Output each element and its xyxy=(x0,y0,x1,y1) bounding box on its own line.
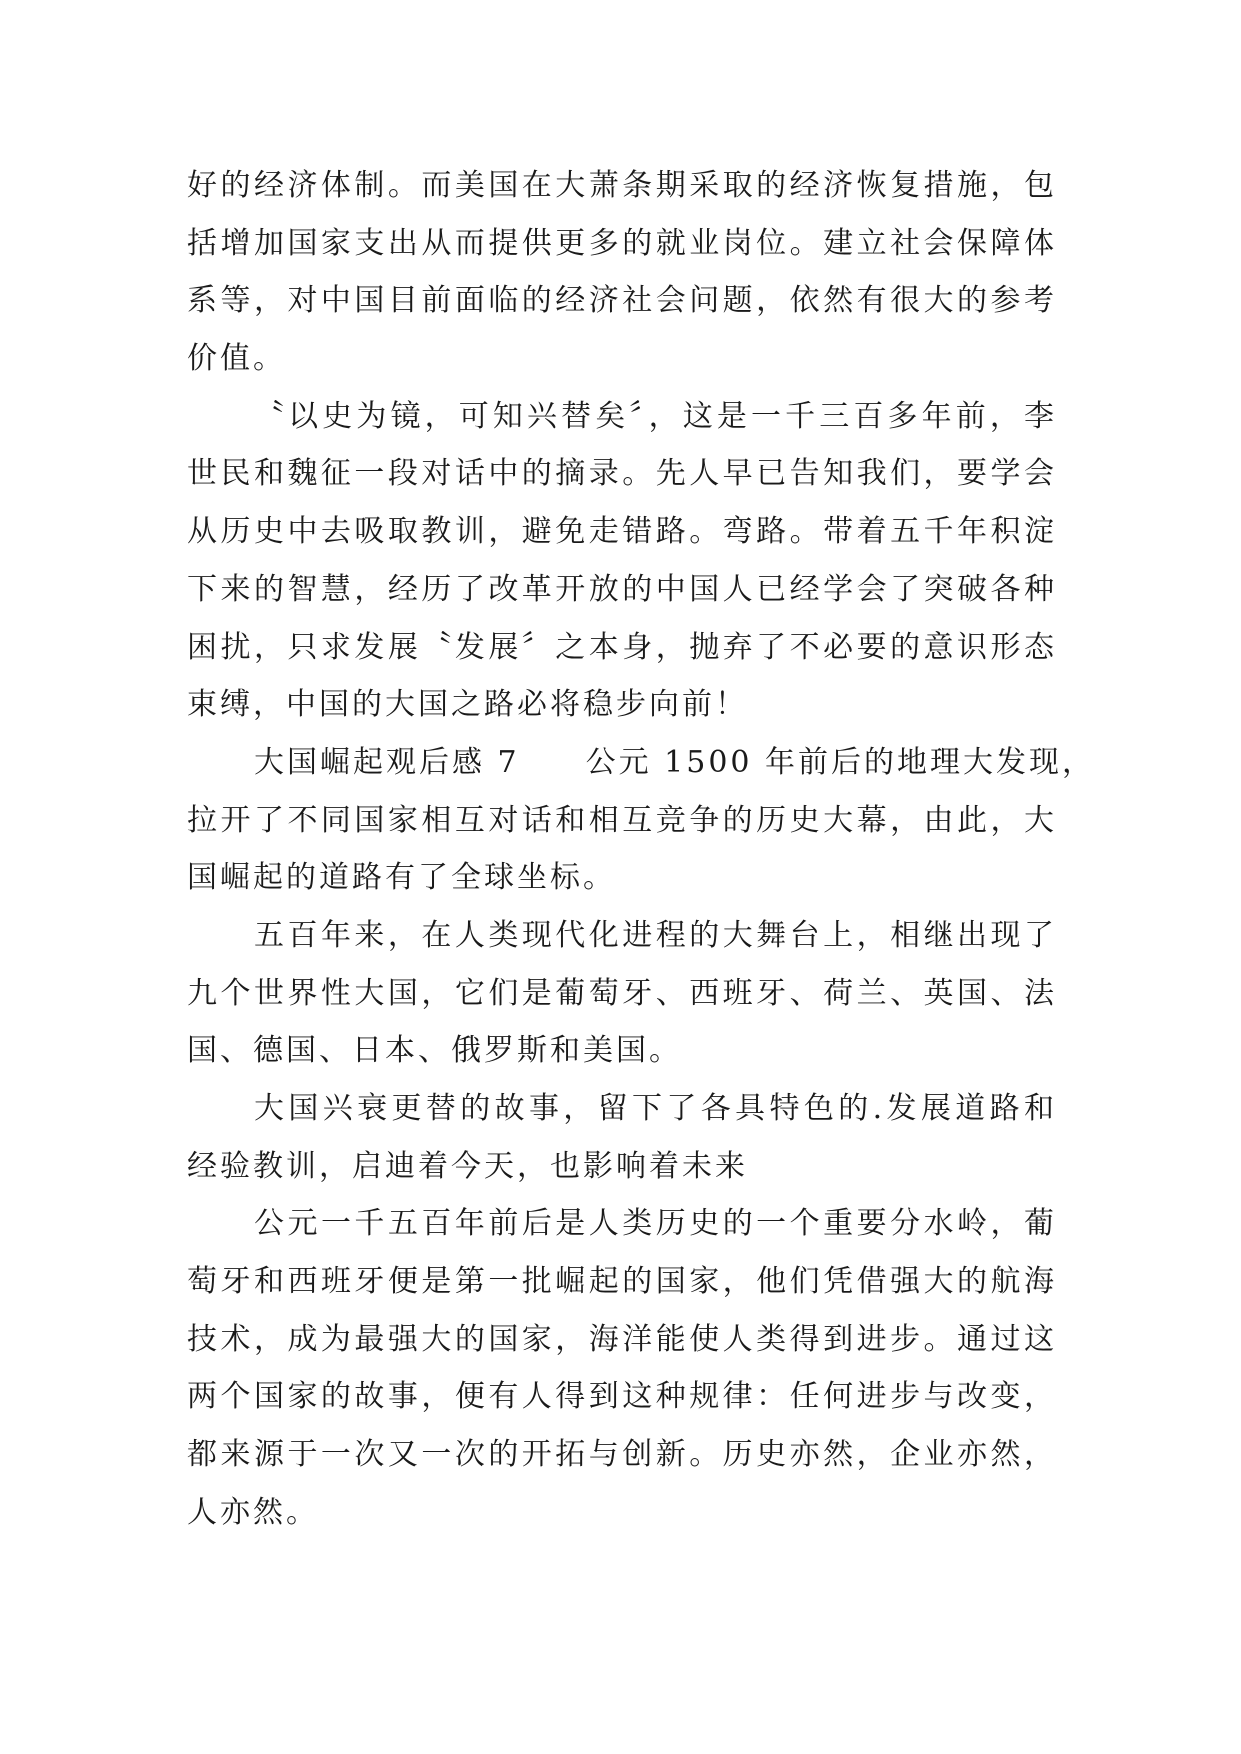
text-line: 大国兴衰更替的故事，留下了各具特色的.发展道路和 xyxy=(254,1091,1057,1126)
text-line: 国、德国、日本、俄罗斯和美国。 xyxy=(187,1033,682,1069)
paragraph-1 xyxy=(187,157,1057,388)
text-line: 两个国家的故事，便有人得到这种规律：任何进步与改变， xyxy=(187,1379,1057,1415)
paragraph-5 xyxy=(187,1080,1057,1195)
text-line: 公元一千五百年前后是人类历史的一个重要分水岭，葡 xyxy=(254,1206,1057,1242)
text-line: 九个世界性大国，它们是葡萄牙、西班牙、荷兰、英国、法 xyxy=(187,975,1057,1011)
paragraph-4 xyxy=(187,907,1057,1080)
text-line: 束缚，中国的大国之路必将稳步向前！ xyxy=(187,687,748,723)
text-line: 大国崛起观后感 7 公元 1500 年前后的地理大发现， xyxy=(254,744,1096,780)
text-line: 系等，对中国目前面临的经济社会问题，依然有很大的参考 xyxy=(187,283,1057,319)
text-line: 五百年来，在人类现代化进程的大舞台上，相继出现了 xyxy=(254,917,1057,953)
document-body xyxy=(187,157,1096,1542)
paragraph-3 xyxy=(187,734,1096,907)
paragraph-2 xyxy=(187,388,1057,734)
text-line: 经验教训，启迪着今天，也影响着未来 xyxy=(187,1148,748,1184)
text-line: 〝以史为镜，可知兴替矣〞，这是一千三百多年前，李 xyxy=(254,398,1057,434)
text-line: 世民和魏征一段对话中的摘录。先人早已告知我们，要学会 xyxy=(187,456,1057,492)
paragraph-6 xyxy=(187,1195,1057,1541)
text-line: 困扰，只求发展〝发展〞之本身，抛弃了不必要的意识形态 xyxy=(187,629,1057,665)
text-line: 人亦然。 xyxy=(187,1494,319,1530)
text-line: 拉开了不同国家相互对话和相互竞争的历史大幕，由此，大 xyxy=(187,802,1057,838)
text-line: 技术，成为最强大的国家，海洋能使人类得到进步。通过这 xyxy=(187,1321,1057,1357)
text-line: 都来源于一次又一次的开拓与创新。历史亦然，企业亦然， xyxy=(187,1437,1057,1473)
text-line: 好的经济体制。而美国在大萧条期采取的经济恢复措施，包 xyxy=(187,168,1057,203)
text-line: 下来的智慧，经历了改革开放的中国人已经学会了突破各种 xyxy=(187,571,1057,607)
text-line: 括增加国家支出从而提供更多的就业岗位。建立社会保障体 xyxy=(187,225,1057,261)
text-line: 国崛起的道路有了全球坐标。 xyxy=(187,860,616,896)
text-line: 从历史中去吸取教训，避免走错路。弯路。带着五千年积淀 xyxy=(187,514,1057,550)
text-line: 萄牙和西班牙便是第一批崛起的国家，他们凭借强大的航海 xyxy=(187,1264,1057,1300)
text-line: 价值。 xyxy=(187,341,286,377)
